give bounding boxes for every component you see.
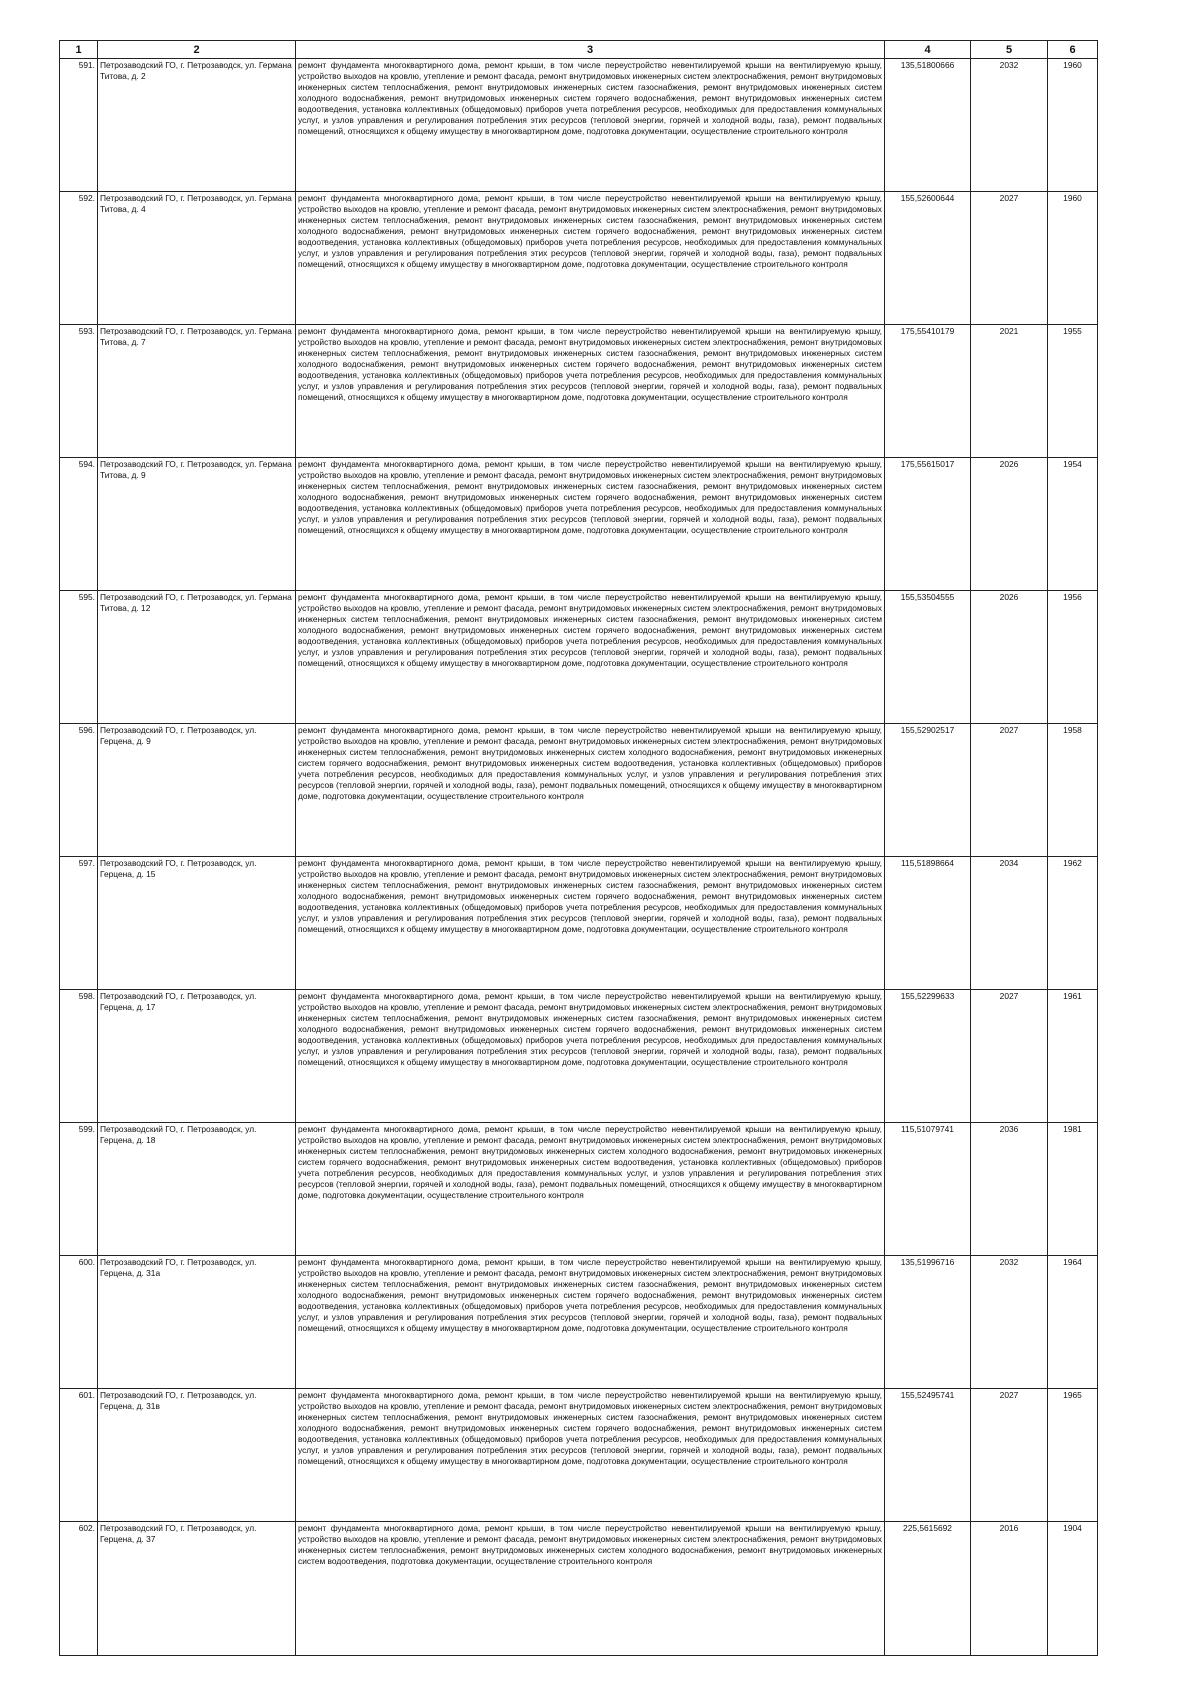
row-plan-year: 2032	[971, 59, 1048, 192]
row-build-year: 1964	[1048, 1256, 1098, 1389]
row-plan-year: 2026	[971, 458, 1048, 591]
row-works: ремонт фундамента многоквартирного дома, ремонт крыши, в том числе переустройство невентилируемой крыши на вентилируемую крышу, устройство выходов на кровлю, утепление и ремонт фасада, ремонт внутридомовых инженерных систем электроснабжения, ремонт внутридомовых инженерных систем теплоснабжения, ремонт внутридомовых инженерных систем газоснабжения, ремонт внутридомовых инженерных систем холодного водоснабжения, ремонт внутридомовых инженерных систем горячего водоснабжения, ремонт внутридомовых инженерных систем водоотведения, установка коллективных (общедомовых) приборов учета потребления ресурсов, необходимых для предоставления коммунальных услуг, и узлов управления и регулирования потребления этих ресурсов (тепловой энергии, горячей и холодной воды, газа), ремонт подвальных помещений, относящихся к общему имуществу в многоквартирном доме, подготовка документации, осуществление строительного контроля	[296, 990, 885, 1123]
row-build-year: 1960	[1048, 59, 1098, 192]
row-plan-year: 2032	[971, 1256, 1048, 1389]
row-build-year: 1981	[1048, 1123, 1098, 1256]
row-works: ремонт фундамента многоквартирного дома, ремонт крыши, в том числе переустройство невентилируемой крыши на вентилируемую крышу, устройство выходов на кровлю, утепление и ремонт фасада, ремонт внутридомовых инженерных систем электроснабжения, ремонт внутридомовых инженерных систем теплоснабжения, ремонт внутридомовых инженерных систем газоснабжения, ремонт внутридомовых инженерных систем холодного водоснабжения, ремонт внутридомовых инженерных систем горячего водоснабжения, ремонт внутридомовых инженерных систем водоотведения, установка коллективных (общедомовых) приборов учета потребления ресурсов, необходимых для предоставления коммунальных услуг, и узлов управления и регулирования потребления этих ресурсов (тепловой энергии, горячей и холодной воды, газа), ремонт подвальных помещений, относящихся к общему имуществу в многоквартирном доме, подготовка документации, осуществление строительного контроля	[296, 1389, 885, 1522]
row-build-year: 1961	[1048, 990, 1098, 1123]
column-header-2: 2	[98, 41, 296, 59]
row-value: 155,52902517	[885, 724, 971, 857]
row-build-year: 1962	[1048, 857, 1098, 990]
row-works: ремонт фундамента многоквартирного дома, ремонт крыши, в том числе переустройство невентилируемой крыши на вентилируемую крышу, устройство выходов на кровлю, утепление и ремонт фасада, ремонт внутридомовых инженерных систем электроснабжения, ремонт внутридомовых инженерных систем теплоснабжения, ремонт внутридомовых инженерных систем холодного водоснабжения, ремонт внутридомовых инженерных систем водоотведения, подготовка документации, осуществление строительного контроля	[296, 1522, 885, 1656]
row-plan-year: 2036	[971, 1123, 1048, 1256]
table-row	[60, 724, 1098, 857]
row-number: 595.	[60, 591, 98, 724]
row-plan-year: 2027	[971, 990, 1048, 1123]
row-address: Петрозаводский ГО, г. Петрозаводск, ул. Герцена, д. 17	[98, 990, 296, 1123]
row-build-year: 1954	[1048, 458, 1098, 591]
row-value: 175,55615017	[885, 458, 971, 591]
table-row	[60, 458, 1098, 591]
row-value: 155,52495741	[885, 1389, 971, 1522]
capital-repair-table	[59, 40, 1098, 1656]
header-row	[60, 41, 1098, 59]
row-address: Петрозаводский ГО, г. Петрозаводск, ул. Герцена, д. 18	[98, 1123, 296, 1256]
row-address: Петрозаводский ГО, г. Петрозаводск, ул. Германа Титова, д. 9	[98, 458, 296, 591]
row-value: 115,51898664	[885, 857, 971, 990]
table-row	[60, 1256, 1098, 1389]
row-address: Петрозаводский ГО, г. Петрозаводск, ул. Германа Титова, д. 12	[98, 591, 296, 724]
row-value: 115,51079741	[885, 1123, 971, 1256]
row-number: 602.	[60, 1522, 98, 1656]
row-address: Петрозаводский ГО, г. Петрозаводск, ул. Герцена, д. 15	[98, 857, 296, 990]
row-plan-year: 2016	[971, 1522, 1048, 1656]
row-build-year: 1965	[1048, 1389, 1098, 1522]
table-row	[60, 192, 1098, 325]
row-build-year: 1955	[1048, 325, 1098, 458]
row-plan-year: 2027	[971, 1389, 1048, 1522]
table-row	[60, 857, 1098, 990]
column-header-1: 1	[60, 41, 98, 59]
row-build-year: 1960	[1048, 192, 1098, 325]
row-build-year: 1956	[1048, 591, 1098, 724]
row-address: Петрозаводский ГО, г. Петрозаводск, ул. Герцена, д. 31а	[98, 1256, 296, 1389]
row-plan-year: 2034	[971, 857, 1048, 990]
row-plan-year: 2026	[971, 591, 1048, 724]
row-number: 596.	[60, 724, 98, 857]
row-works: ремонт фундамента многоквартирного дома, ремонт крыши, в том числе переустройство невентилируемой крыши на вентилируемую крышу, устройство выходов на кровлю, утепление и ремонт фасада, ремонт внутридомовых инженерных систем электроснабжения, ремонт внутридомовых инженерных систем теплоснабжения, ремонт внутридомовых инженерных систем холодного водоснабжения, ремонт внутридомовых инженерных систем горячего водоснабжения, ремонт внутридомовых инженерных систем водоотведения, установка коллективных (общедомовых) приборов учета потребления ресурсов, необходимых для предоставления коммунальных услуг, и узлов управления и регулирования потребления этих ресурсов (тепловой энергии, горячей и холодной воды, газа), ремонт подвальных помещений, относящихся к общему имуществу в многоквартирном доме, подготовка документации, осуществление строительного контроля	[296, 724, 885, 857]
row-value: 225,5615692	[885, 1522, 971, 1656]
table-row	[60, 1522, 1098, 1656]
row-works: ремонт фундамента многоквартирного дома, ремонт крыши, в том числе переустройство невентилируемой крыши на вентилируемую крышу, устройство выходов на кровлю, утепление и ремонт фасада, ремонт внутридомовых инженерных систем электроснабжения, ремонт внутридомовых инженерных систем теплоснабжения, ремонт внутридомовых инженерных систем газоснабжения, ремонт внутридомовых инженерных систем холодного водоснабжения, ремонт внутридомовых инженерных систем горячего водоснабжения, ремонт внутридомовых инженерных систем водоотведения, установка коллективных (общедомовых) приборов учета потребления ресурсов, необходимых для предоставления коммунальных услуг, и узлов управления и регулирования потребления этих ресурсов (тепловой энергии, горячей и холодной воды, газа), ремонт подвальных помещений, относящихся к общему имуществу в многоквартирном доме, подготовка документации, осуществление строительного контроля	[296, 458, 885, 591]
row-plan-year: 2027	[971, 192, 1048, 325]
row-plan-year: 2027	[971, 724, 1048, 857]
row-address: Петрозаводский ГО, г. Петрозаводск, ул. Герцена, д. 31в	[98, 1389, 296, 1522]
row-number: 597.	[60, 857, 98, 990]
row-build-year: 1958	[1048, 724, 1098, 857]
row-address: Петрозаводский ГО, г. Петрозаводск, ул. Германа Титова, д. 2	[98, 59, 296, 192]
row-works: ремонт фундамента многоквартирного дома, ремонт крыши, в том числе переустройство невентилируемой крыши на вентилируемую крышу, устройство выходов на кровлю, утепление и ремонт фасада, ремонт внутридомовых инженерных систем электроснабжения, ремонт внутридомовых инженерных систем теплоснабжения, ремонт внутридомовых инженерных систем газоснабжения, ремонт внутридомовых инженерных систем холодного водоснабжения, ремонт внутридомовых инженерных систем горячего водоснабжения, ремонт внутридомовых инженерных систем водоотведения, установка коллективных (общедомовых) приборов учета потребления ресурсов, необходимых для предоставления коммунальных услуг, и узлов управления и регулирования потребления этих ресурсов (тепловой энергии, горячей и холодной воды, газа), ремонт подвальных помещений, относящихся к общему имуществу в многоквартирном доме, подготовка документации, осуществление строительного контроля	[296, 325, 885, 458]
row-value: 155,53504555	[885, 591, 971, 724]
row-number: 591.	[60, 59, 98, 192]
table-row	[60, 1123, 1098, 1256]
row-value: 155,52600644	[885, 192, 971, 325]
row-number: 592.	[60, 192, 98, 325]
column-header-6: 6	[1048, 41, 1098, 59]
row-number: 594.	[60, 458, 98, 591]
row-address: Петрозаводский ГО, г. Петрозаводск, ул. Германа Титова, д. 4	[98, 192, 296, 325]
row-works: ремонт фундамента многоквартирного дома, ремонт крыши, в том числе переустройство невентилируемой крыши на вентилируемую крышу, устройство выходов на кровлю, утепление и ремонт фасада, ремонт внутридомовых инженерных систем электроснабжения, ремонт внутридомовых инженерных систем теплоснабжения, ремонт внутридомовых инженерных систем газоснабжения, ремонт внутридомовых инженерных систем холодного водоснабжения, ремонт внутридомовых инженерных систем горячего водоснабжения, ремонт внутридомовых инженерных систем водоотведения, установка коллективных (общедомовых) приборов учета потребления ресурсов, необходимых для предоставления коммунальных услуг, и узлов управления и регулирования потребления этих ресурсов (тепловой энергии, горячей и холодной воды, газа), ремонт подвальных помещений, относящихся к общему имуществу в многоквартирном доме, подготовка документации, осуществление строительного контроля	[296, 192, 885, 325]
table-row	[60, 990, 1098, 1123]
table-row	[60, 325, 1098, 458]
row-works: ремонт фундамента многоквартирного дома, ремонт крыши, в том числе переустройство невентилируемой крыши на вентилируемую крышу, устройство выходов на кровлю, утепление и ремонт фасада, ремонт внутридомовых инженерных систем электроснабжения, ремонт внутридомовых инженерных систем теплоснабжения, ремонт внутридомовых инженерных систем холодного водоснабжения, ремонт внутридомовых инженерных систем горячего водоснабжения, ремонт внутридомовых инженерных систем водоотведения, установка коллективных (общедомовых) приборов учета потребления ресурсов, необходимых для предоставления коммунальных услуг, и узлов управления и регулирования потребления этих ресурсов (тепловой энергии, горячей и холодной воды, газа), ремонт подвальных помещений, относящихся к общему имуществу в многоквартирном доме, подготовка документации, осуществление строительного контроля	[296, 1123, 885, 1256]
column-header-3: 3	[296, 41, 885, 59]
row-address: Петрозаводский ГО, г. Петрозаводск, ул. Герцена, д. 9	[98, 724, 296, 857]
row-address: Петрозаводский ГО, г. Петрозаводск, ул. Герцена, д. 37	[98, 1522, 296, 1656]
row-number: 599.	[60, 1123, 98, 1256]
table-row	[60, 591, 1098, 724]
row-address: Петрозаводский ГО, г. Петрозаводск, ул. Германа Титова, д. 7	[98, 325, 296, 458]
row-works: ремонт фундамента многоквартирного дома, ремонт крыши, в том числе переустройство невентилируемой крыши на вентилируемую крышу, устройство выходов на кровлю, утепление и ремонт фасада, ремонт внутридомовых инженерных систем электроснабжения, ремонт внутридомовых инженерных систем теплоснабжения, ремонт внутридомовых инженерных систем газоснабжения, ремонт внутридомовых инженерных систем холодного водоснабжения, ремонт внутридомовых инженерных систем горячего водоснабжения, ремонт внутридомовых инженерных систем водоотведения, установка коллективных (общедомовых) приборов учета потребления ресурсов, необходимых для предоставления коммунальных услуг, и узлов управления и регулирования потребления этих ресурсов (тепловой энергии, горячей и холодной воды, газа), ремонт подвальных помещений, относящихся к общему имуществу в многоквартирном доме, подготовка документации, осуществление строительного контроля	[296, 591, 885, 724]
row-value: 175,55410179	[885, 325, 971, 458]
row-plan-year: 2021	[971, 325, 1048, 458]
row-build-year: 1904	[1048, 1522, 1098, 1656]
row-works: ремонт фундамента многоквартирного дома, ремонт крыши, в том числе переустройство невентилируемой крыши на вентилируемую крышу, устройство выходов на кровлю, утепление и ремонт фасада, ремонт внутридомовых инженерных систем электроснабжения, ремонт внутридомовых инженерных систем теплоснабжения, ремонт внутридомовых инженерных систем газоснабжения, ремонт внутридомовых инженерных систем холодного водоснабжения, ремонт внутридомовых инженерных систем горячего водоснабжения, ремонт внутридомовых инженерных систем водоотведения, установка коллективных (общедомовых) приборов учета потребления ресурсов, необходимых для предоставления коммунальных услуг, и узлов управления и регулирования потребления этих ресурсов (тепловой энергии, горячей и холодной воды, газа), ремонт подвальных помещений, относящихся к общему имуществу в многоквартирном доме, подготовка документации, осуществление строительного контроля	[296, 59, 885, 192]
row-works: ремонт фундамента многоквартирного дома, ремонт крыши, в том числе переустройство невентилируемой крыши на вентилируемую крышу, устройство выходов на кровлю, утепление и ремонт фасада, ремонт внутридомовых инженерных систем электроснабжения, ремонт внутридомовых инженерных систем теплоснабжения, ремонт внутридомовых инженерных систем газоснабжения, ремонт внутридомовых инженерных систем холодного водоснабжения, ремонт внутридомовых инженерных систем горячего водоснабжения, ремонт внутридомовых инженерных систем водоотведения, установка коллективных (общедомовых) приборов учета потребления ресурсов, необходимых для предоставления коммунальных услуг, и узлов управления и регулирования потребления этих ресурсов (тепловой энергии, горячей и холодной воды, газа), ремонт подвальных помещений, относящихся к общему имуществу в многоквартирном доме, подготовка документации, осуществление строительного контроля	[296, 1256, 885, 1389]
row-value: 155,52299633	[885, 990, 971, 1123]
row-number: 593.	[60, 325, 98, 458]
row-value: 135,51800666	[885, 59, 971, 192]
table-row	[60, 59, 1098, 192]
table-row	[60, 1389, 1098, 1522]
row-works: ремонт фундамента многоквартирного дома, ремонт крыши, в том числе переустройство невентилируемой крыши на вентилируемую крышу, устройство выходов на кровлю, утепление и ремонт фасада, ремонт внутридомовых инженерных систем электроснабжения, ремонт внутридомовых инженерных систем теплоснабжения, ремонт внутридомовых инженерных систем газоснабжения, ремонт внутридомовых инженерных систем холодного водоснабжения, ремонт внутридомовых инженерных систем горячего водоснабжения, ремонт внутридомовых инженерных систем водоотведения, установка коллективных (общедомовых) приборов учета потребления ресурсов, необходимых для предоставления коммунальных услуг, и узлов управления и регулирования потребления этих ресурсов (тепловой энергии, горячей и холодной воды, газа), ремонт подвальных помещений, относящихся к общему имуществу в многоквартирном доме, подготовка документации, осуществление строительного контроля	[296, 857, 885, 990]
row-value: 135,51996716	[885, 1256, 971, 1389]
row-number: 601.	[60, 1389, 98, 1522]
column-header-5: 5	[971, 41, 1048, 59]
row-number: 598.	[60, 990, 98, 1123]
column-header-4: 4	[885, 41, 971, 59]
row-number: 600.	[60, 1256, 98, 1389]
